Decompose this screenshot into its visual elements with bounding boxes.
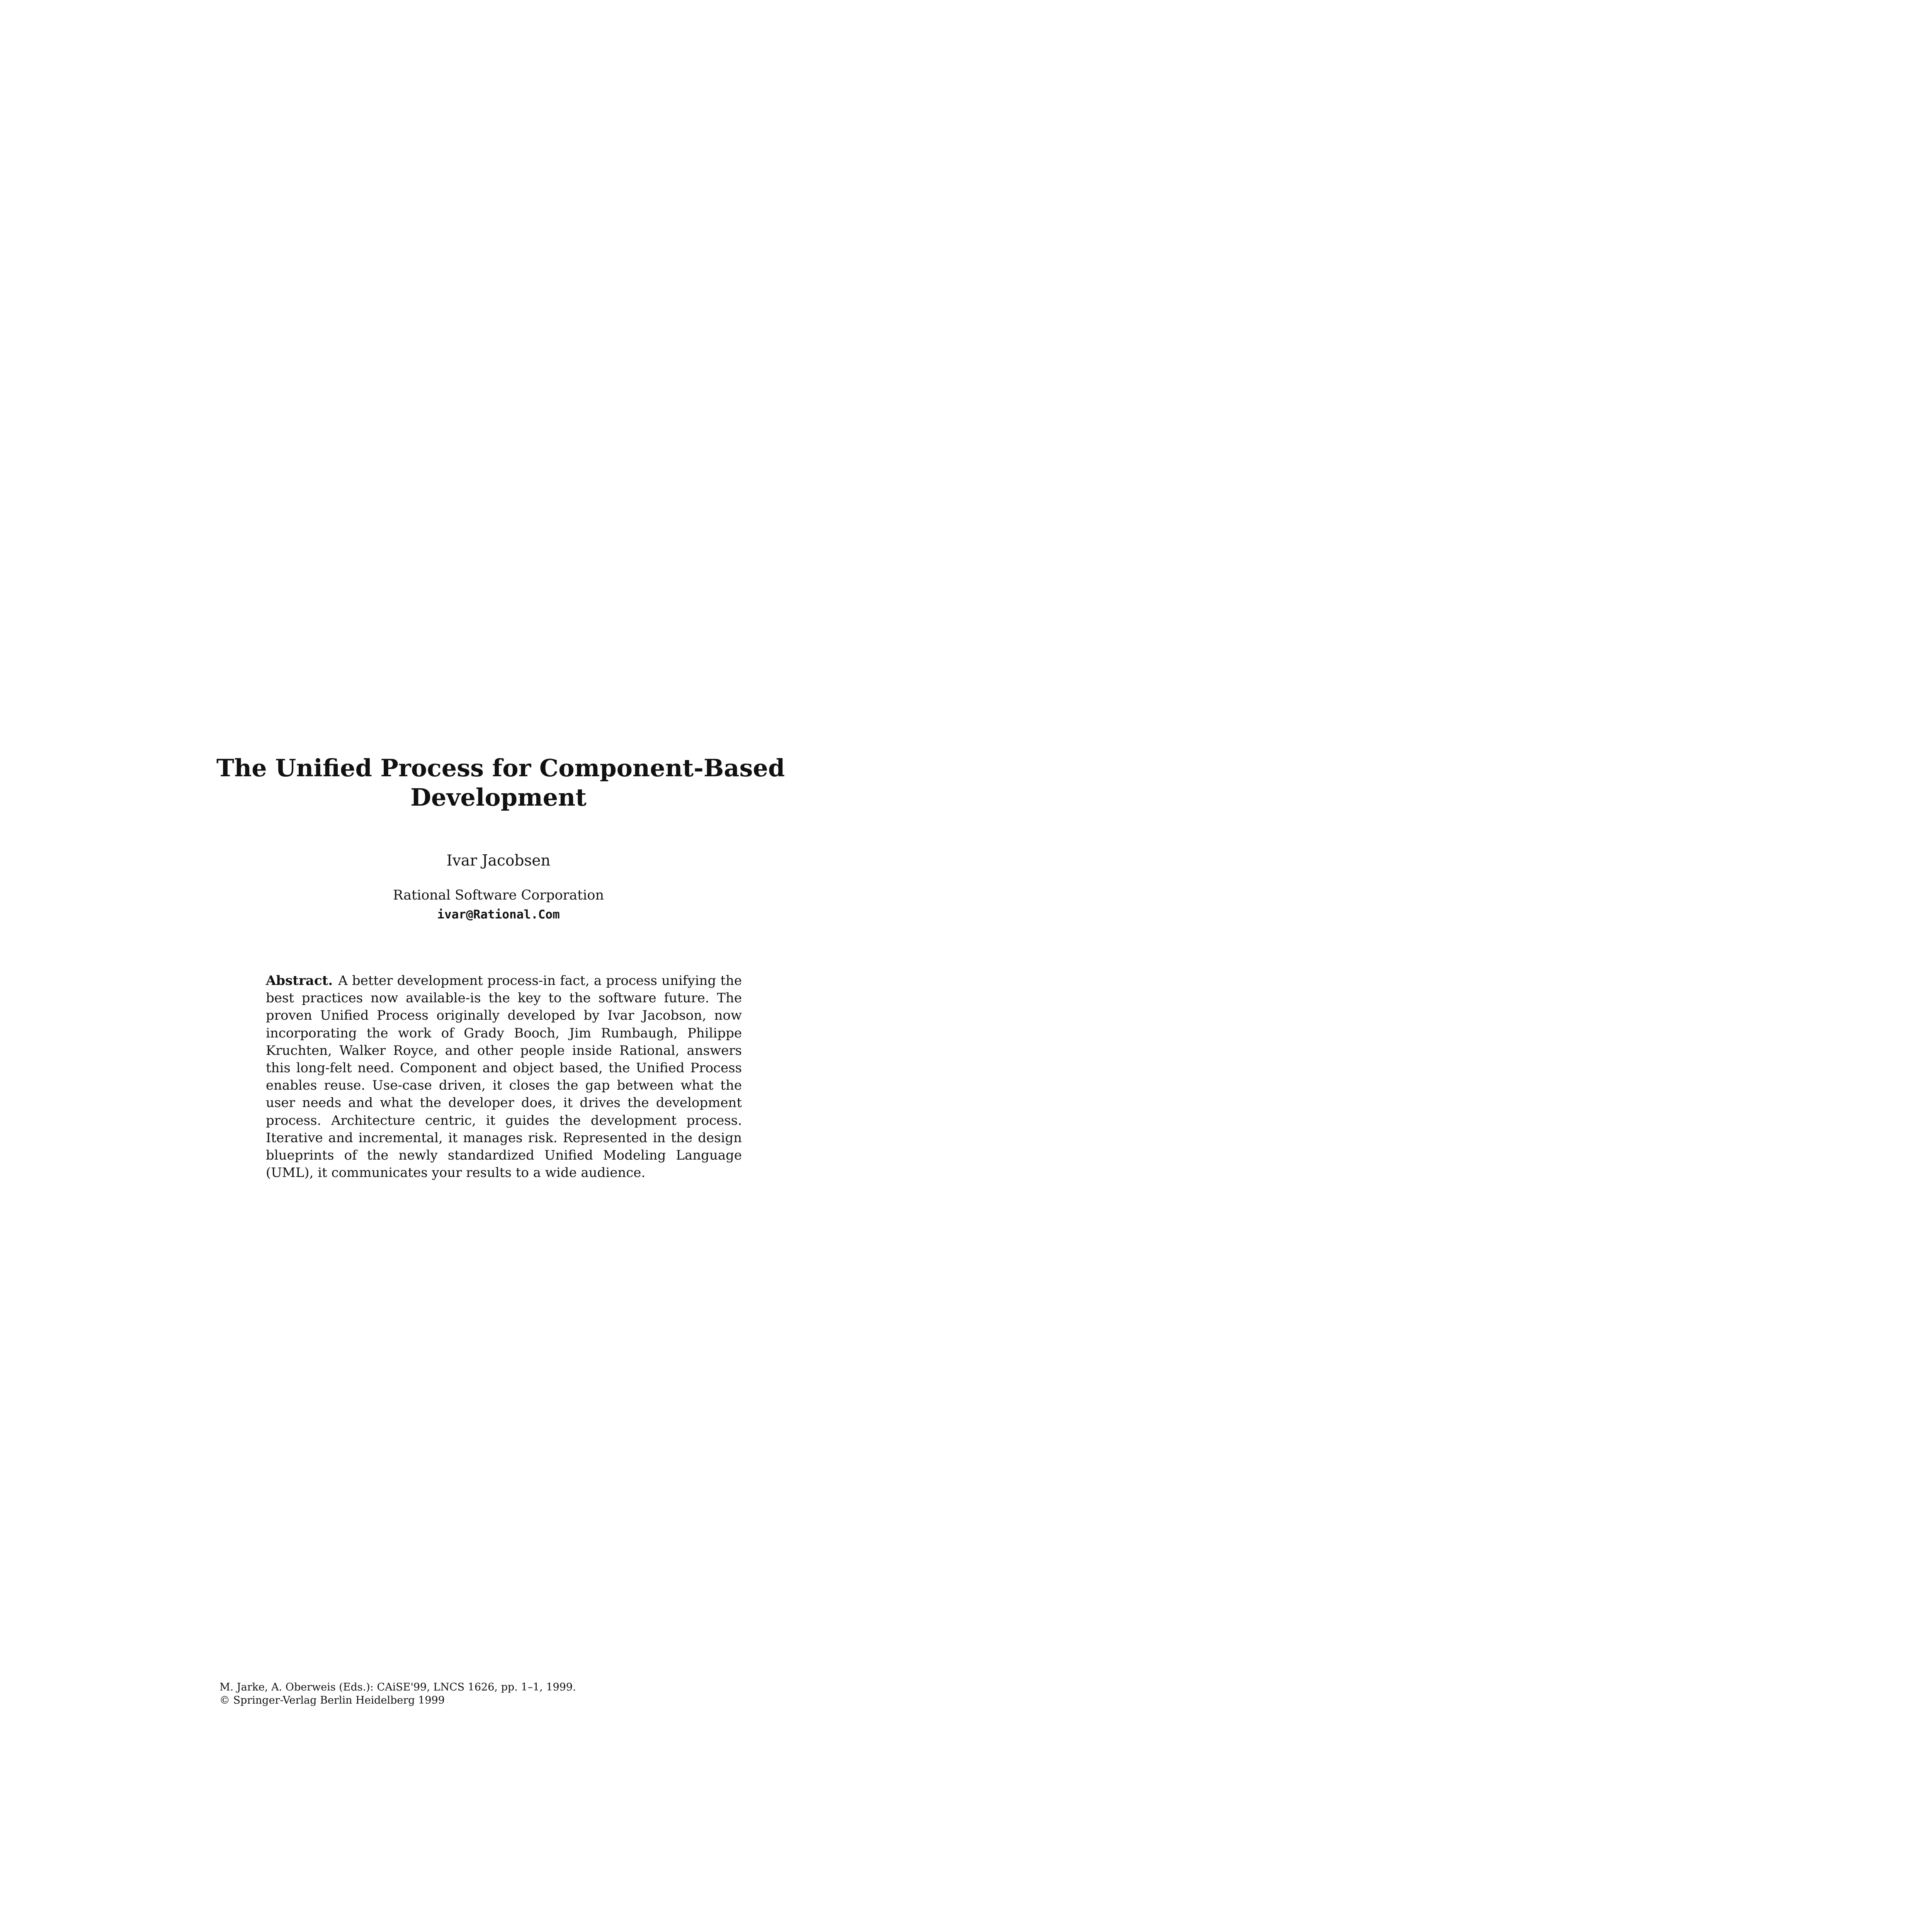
footer-citation [219,1681,838,1707]
author-email: ivar@Rational.Com [437,908,560,922]
footer-line-copyright: © Springer-Verlag Berlin Heidelberg 1999 [219,1694,445,1706]
abstract-text: A better development process-in fact, a process unifying the best practices now available-is the key to the software future. The proven Unified Process originally developed by Ivar Jacobson, now incorporating the work of Grady Booch, Jim Rumbaugh, Philippe Kruchten, Walker Royce, and other people inside Rational, answers this long-felt need. Component and object based, the Unified Process enables reuse. Use-case driven, it closes the gap between what the user needs and what the developer does, it drives the development process. Architecture centric, it guides the development process. Iterative and incremental, it manages risk. Represented in the design blueprints of the newly standardized Unified Modeling Language (UML), it communicates your results to a wide audience. [266,973,742,1181]
title-line-1: The Unified Process for Component-Based [216,754,785,782]
abstract-heading: Abstract. [266,973,333,988]
abstract-paragraph [266,972,742,1182]
footer-line-proceedings: M. Jarke, A. Oberweis (Eds.): CAiSE'99, LNCS 1626, pp. 1–1, 1999. [219,1681,576,1693]
author-affiliation: Rational Software Corporation [393,888,604,903]
title-line-2: Development [410,783,587,811]
author-name: Ivar Jacobsen [446,852,551,869]
paper-title [216,753,785,812]
